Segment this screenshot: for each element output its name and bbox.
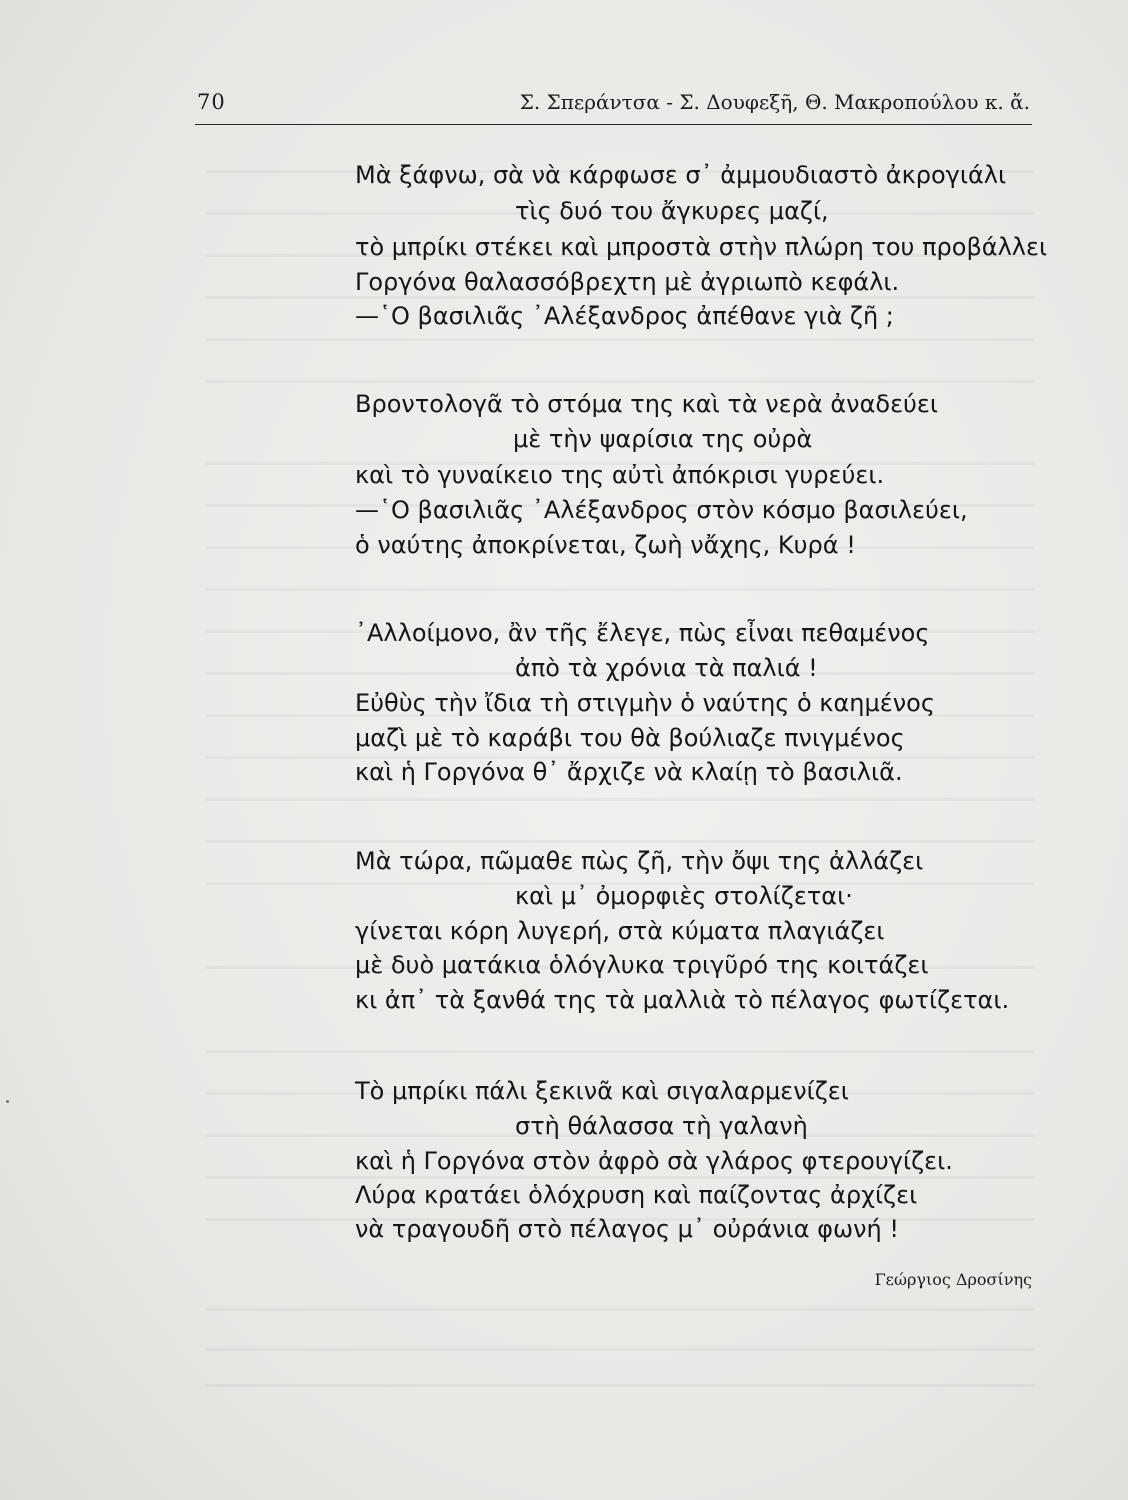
poem-line: καὶ ἡ Γοργόνα στὸν ἀφρὸ σὰ γλάρος φτερουγίζει. — [355, 1147, 953, 1175]
poem-line: Λύρα κρατάει ὁλόχρυση καὶ παίζοντας ἀρχίζει — [355, 1181, 918, 1209]
poem-line: τὸ μπρίκι στέκει καὶ μπροστὰ στὴν πλώρη του προβάλλει — [355, 233, 1048, 261]
poem-line: Βροντολογᾶ τὸ στόμα της καὶ τὰ νερὰ ἀναδεύει — [355, 390, 939, 418]
poem-line: μαζὶ μὲ τὸ καράβι του θὰ βούλιαζε πνιγμένος — [355, 724, 905, 752]
poem-line: Γοργόνα θαλασσόβρεχτη μὲ ἀγριωπὸ κεφάλι. — [355, 268, 900, 296]
poem-line: καὶ μ᾽ ὀμορφιὲς στολίζεται· — [515, 882, 853, 910]
bleed-through-line — [205, 798, 1035, 801]
poem-line: Μὰ ξάφνω, σὰ νὰ κάρφωσε σ᾽ ἀμμουδιαστὸ ἀκρογιάλι — [355, 161, 1007, 189]
poem-line: καὶ ἡ Γοργόνα θ᾽ ἄρχιζε νὰ κλαίῃ τὸ βασιλιᾶ. — [355, 758, 903, 786]
poem-line: στὴ θάλασσα τὴ γαλανὴ — [515, 1112, 808, 1140]
bleed-through-line — [205, 380, 1035, 383]
bleed-through-line — [205, 588, 1035, 591]
poem-line: κι ἀπ᾽ τὰ ξανθά της τὰ μαλλιὰ τὸ πέλαγος φωτίζεται. — [355, 986, 1010, 1014]
page-number: 70 — [197, 90, 226, 114]
poem-line: νὰ τραγουδῆ στὸ πέλαγος μ᾽ οὐράνια φωνή ! — [355, 1215, 899, 1243]
bleed-through-line — [205, 1384, 1035, 1387]
bleed-through-line — [205, 338, 1035, 341]
bleed-through-line — [205, 1176, 1035, 1179]
bleed-through-line — [205, 1050, 1035, 1053]
bleed-through-line — [205, 1348, 1035, 1351]
bleed-through-line — [205, 1308, 1035, 1311]
bleed-through-line — [205, 840, 1035, 843]
poem-line: γίνεται κόρη λυγερή, στὰ κύματα πλαγιάζει — [355, 917, 885, 945]
poem-line: Εὐθὺς τὴν ἴδια τὴ στιγμὴν ὁ ναύτης ὁ καημένος — [355, 689, 935, 717]
poem-line: Μὰ τώρα, πῶμαθε πὼς ζῆ, τὴν ὄψι της ἀλλάζει — [355, 847, 924, 875]
running-header — [195, 84, 1032, 125]
poem-line: ᾽Αλλοίμονο, ἂν τῆς ἔλεγε, πὼς εἶναι πεθαμένος — [355, 619, 930, 647]
poem-line: καὶ τὸ γυναίκειο της αὐτὶ ἀπόκρισι γυρεύει. — [355, 461, 885, 489]
poem-line: —῾Ο βασιλιᾶς ᾽Αλέξανδρος ἀπέθανε γιὰ ζῆ ; — [355, 302, 894, 330]
poem-line: —῾Ο βασιλιᾶς ᾽Αλέξανδρος στὸν κόσμο βασιλεύει, — [355, 496, 968, 524]
running-head-title: Σ. Σπεράντσα - Σ. Δουφεξῆ, Θ. Μακροπούλου κ. ἄ. — [519, 90, 1030, 114]
margin-speck — [6, 1100, 9, 1103]
poem-line: Τὸ μπρίκι πάλι ξεκινᾶ καὶ σιγαλαρμενίζει — [355, 1077, 849, 1105]
author-name: Γεώργιος Δροσίνης — [874, 1270, 1032, 1289]
poem-line: μὲ τὴν ψαρίσια της οὐρὰ — [513, 425, 813, 453]
poem-line: ὁ ναύτης ἀποκρίνεται, ζωὴ νἄχης, Κυρά ! — [355, 531, 856, 559]
poem-line: ἀπὸ τὰ χρόνια τὰ παλιά ! — [515, 654, 818, 682]
poem-line: μὲ δυὸ ματάκια ὁλόγλυκα τριγῦρό της κοιτάζει — [355, 951, 929, 979]
poem-line: τὶς δυό του ἄγκυρες μαζί, — [515, 197, 829, 225]
